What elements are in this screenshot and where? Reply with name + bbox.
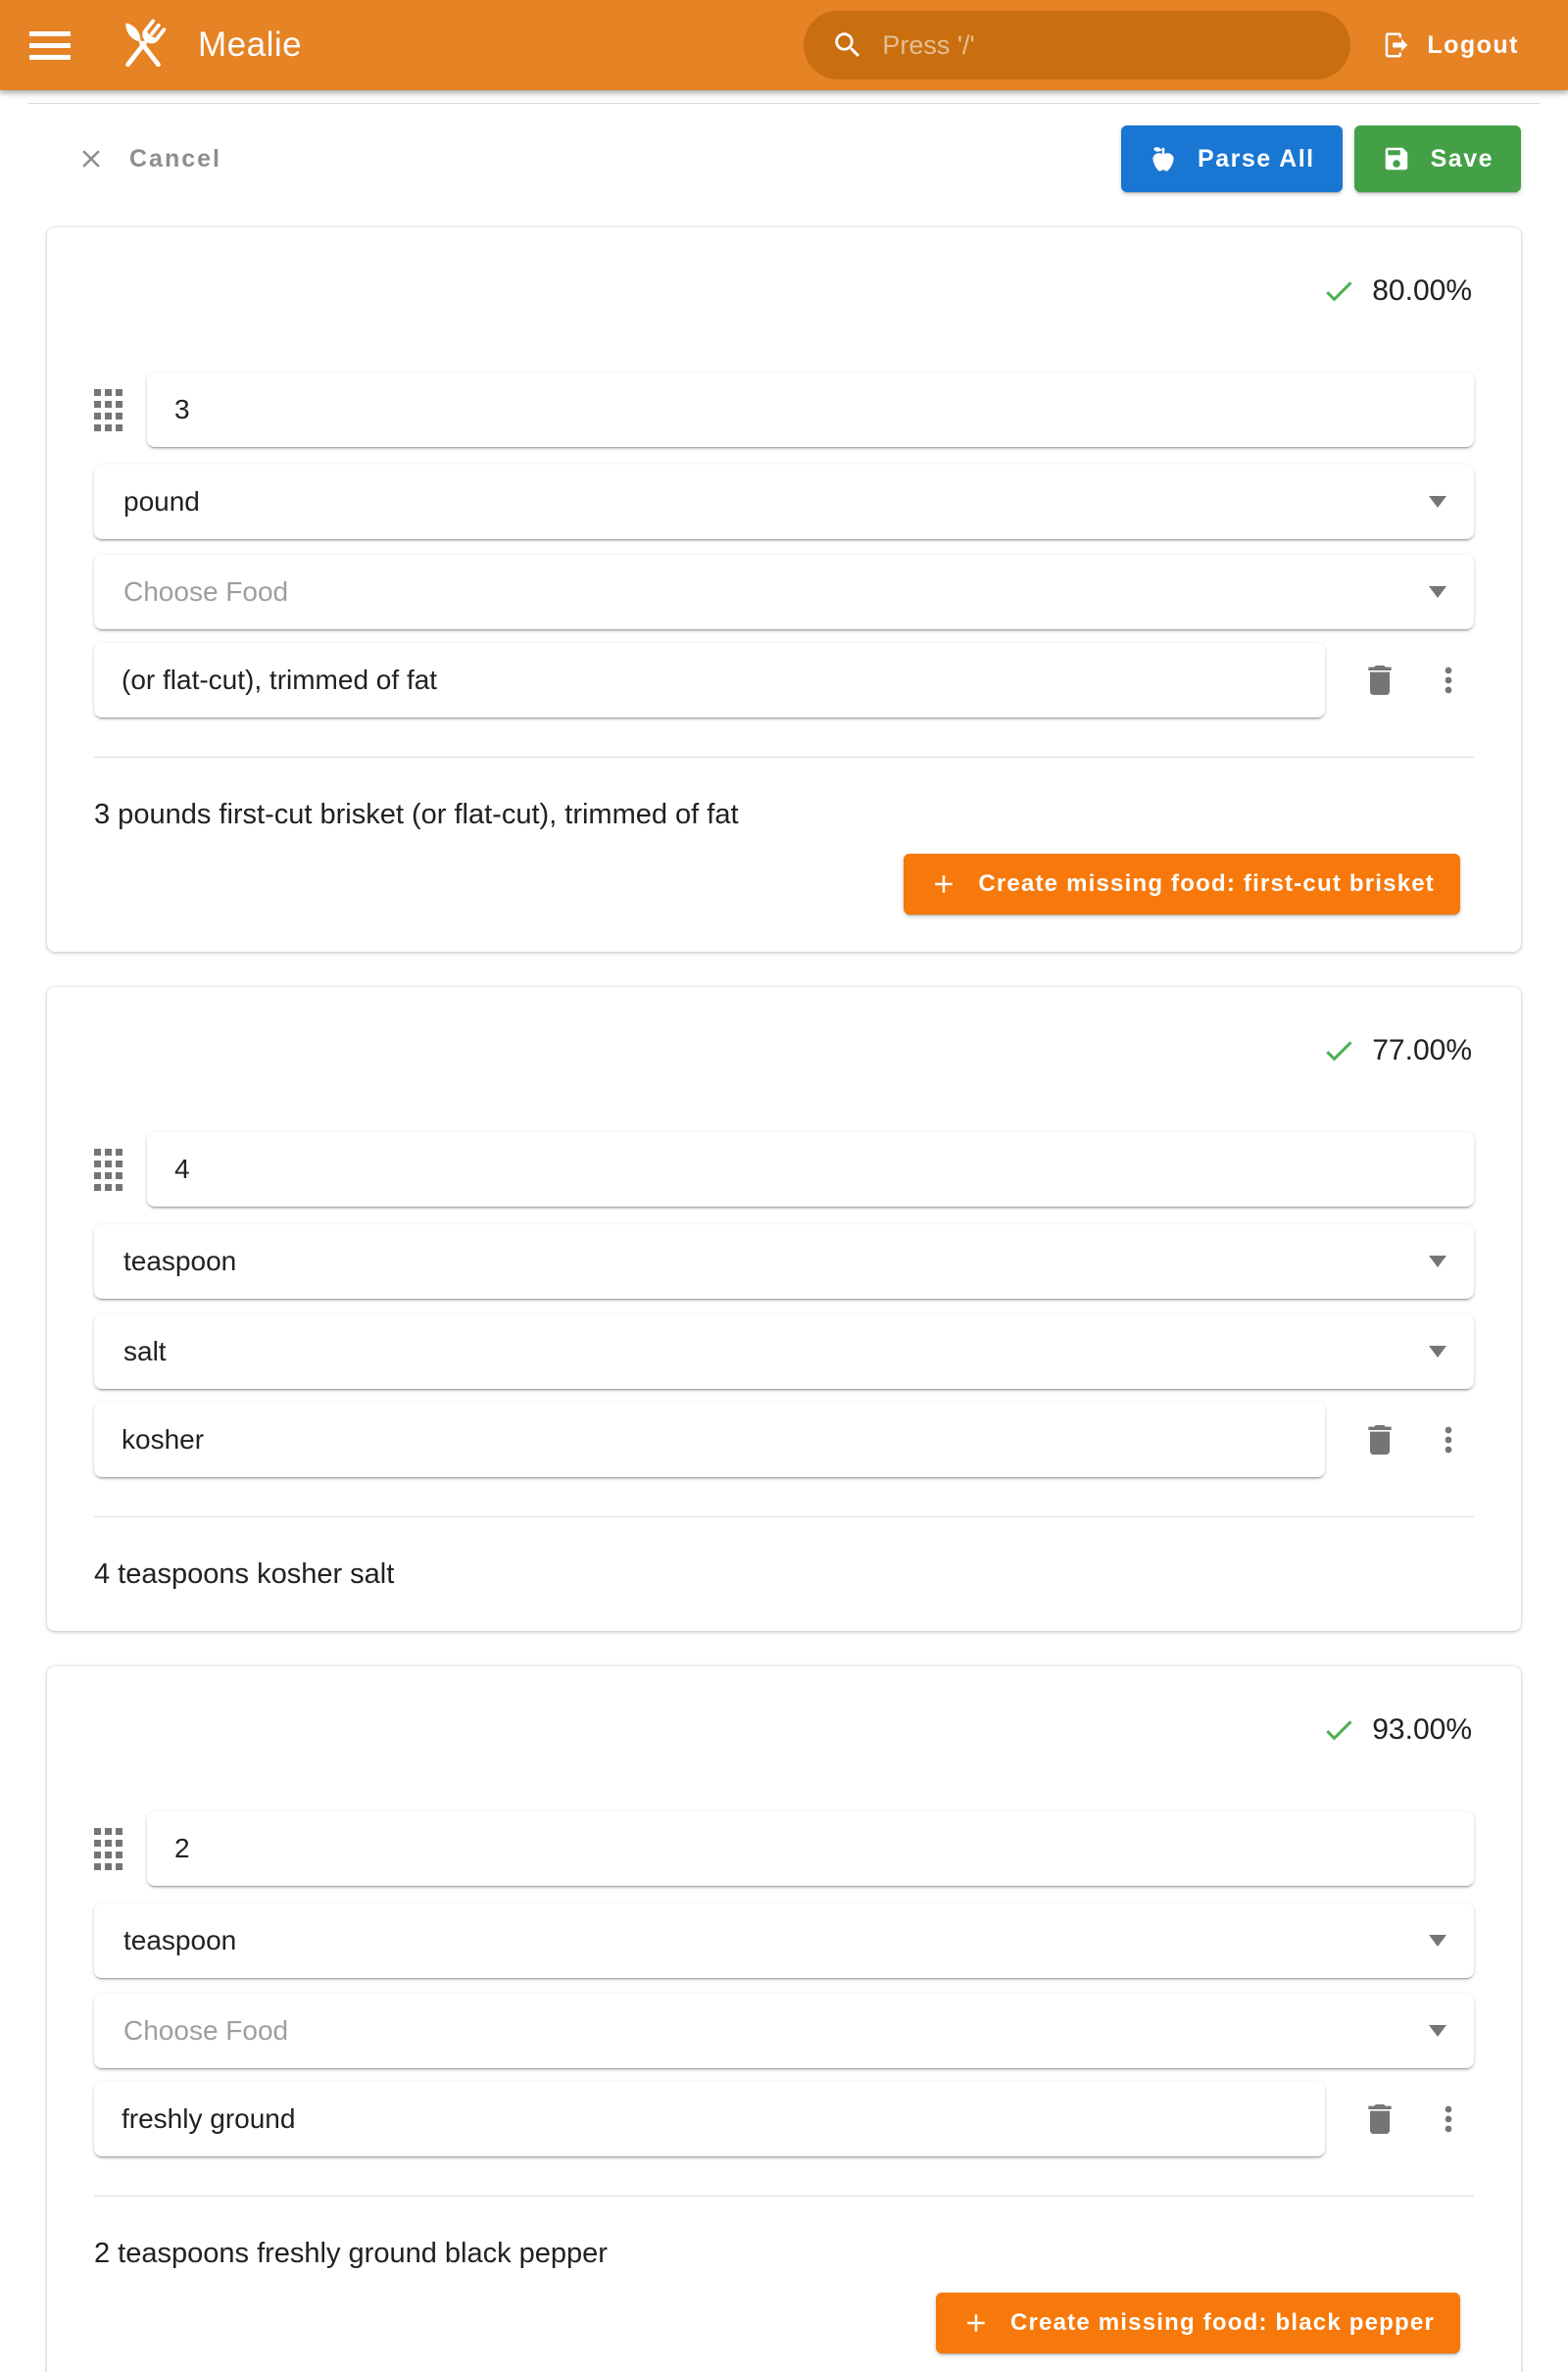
note-row [94,2082,1474,2156]
ingredient-card [47,987,1521,1631]
unit-value: teaspoon [123,1246,237,1276]
logout-label: Logout [1427,30,1519,59]
chevron-down-icon [1429,496,1446,508]
food-select[interactable] [94,1994,1474,2068]
note-input[interactable] [94,2082,1325,2156]
confidence-value: 80.00% [1372,274,1472,307]
confidence-row [94,1711,1474,1749]
save-icon [1382,144,1411,173]
card-divider [94,2196,1474,2197]
delete-icon [1360,2100,1399,2139]
food-placeholder: Choose Food [123,2015,289,2046]
quantity-row [94,1811,1474,1886]
create-missing-food-label: Create missing food: black pepper [1009,2309,1435,2336]
unit-value: pound [123,486,200,517]
logout-button[interactable] [1382,30,1519,60]
quantity-input[interactable] [147,1132,1474,1207]
ingredient-card [47,1666,1521,2372]
card-divider [94,1516,1474,1517]
chevron-down-icon [1429,1346,1446,1358]
confidence-row [94,1032,1474,1069]
more-options-button[interactable] [1423,1414,1474,1465]
dots-vertical-icon [1429,2100,1468,2139]
parse-all-label: Parse All [1198,144,1315,173]
chevron-down-icon [1429,1256,1446,1267]
cancel-label: Cancel [129,144,221,173]
unit-value: teaspoon [123,1925,237,1955]
save-label: Save [1430,144,1494,173]
confidence-row [94,272,1474,310]
dots-vertical-icon [1429,661,1468,700]
delete-icon [1360,661,1399,700]
parse-all-button[interactable] [1121,125,1343,192]
note-input[interactable] [94,1403,1325,1477]
quantity-row [94,1132,1474,1207]
card-divider [94,757,1474,758]
unit-select[interactable] [94,465,1474,539]
quantity-input[interactable] [147,1811,1474,1886]
search-input[interactable] [882,30,1323,61]
missing-food-row [94,2293,1474,2353]
unit-select[interactable] [94,1903,1474,1978]
create-missing-food-label: Create missing food: first-cut brisket [978,870,1435,897]
silverware-logo-icon [114,16,172,74]
check-icon [1321,1033,1356,1068]
delete-button[interactable] [1354,1414,1405,1465]
cancel-button[interactable] [47,144,221,173]
food-select[interactable] [94,1314,1474,1389]
drag-handle-icon[interactable] [94,1149,123,1191]
app-title: Mealie [198,25,303,64]
check-icon [1321,273,1356,309]
more-options-button[interactable] [1423,2094,1474,2145]
missing-food-row [94,854,1474,914]
editor-toolbar [47,125,1521,192]
page-divider [27,103,1541,104]
original-ingredient-text: 4 teaspoons kosher salt [94,1558,395,1590]
apple-icon [1149,144,1178,173]
quantity-row [94,372,1474,447]
food-value: salt [123,1336,167,1366]
chevron-down-icon [1429,2025,1446,2037]
app-bar [0,0,1568,90]
original-ingredient-text: 2 teaspoons freshly ground black pepper [94,2238,608,2269]
food-select[interactable] [94,555,1474,629]
delete-button[interactable] [1354,655,1405,706]
confidence-value: 93.00% [1372,1713,1472,1746]
plus-icon [961,2308,991,2338]
search-icon [831,28,864,62]
more-options-button[interactable] [1423,655,1474,706]
plus-icon [929,869,958,899]
close-icon [76,144,106,173]
drag-handle-icon[interactable] [94,1828,123,1870]
quantity-input[interactable] [147,372,1474,447]
toolbar-actions [1121,125,1521,192]
confidence-value: 77.00% [1372,1034,1472,1066]
note-row [94,643,1474,717]
note-input[interactable] [94,643,1325,717]
check-icon [1321,1712,1356,1748]
chevron-down-icon [1429,586,1446,598]
dots-vertical-icon [1429,1420,1468,1459]
food-placeholder: Choose Food [123,576,289,607]
create-missing-food-button[interactable] [904,854,1460,914]
chevron-down-icon [1429,1935,1446,1947]
create-missing-food-button[interactable] [936,2293,1460,2353]
search-bar [804,11,1350,79]
save-button[interactable] [1354,125,1521,192]
delete-icon [1360,1420,1399,1459]
drag-handle-icon[interactable] [94,389,123,431]
unit-select[interactable] [94,1224,1474,1299]
menu-icon[interactable] [29,23,73,69]
delete-button[interactable] [1354,2094,1405,2145]
original-ingredient-text: 3 pounds first-cut brisket (or flat-cut), trimmed of fat [94,799,739,830]
note-row [94,1403,1474,1477]
logout-icon [1382,30,1411,60]
ingredient-card [47,227,1521,952]
